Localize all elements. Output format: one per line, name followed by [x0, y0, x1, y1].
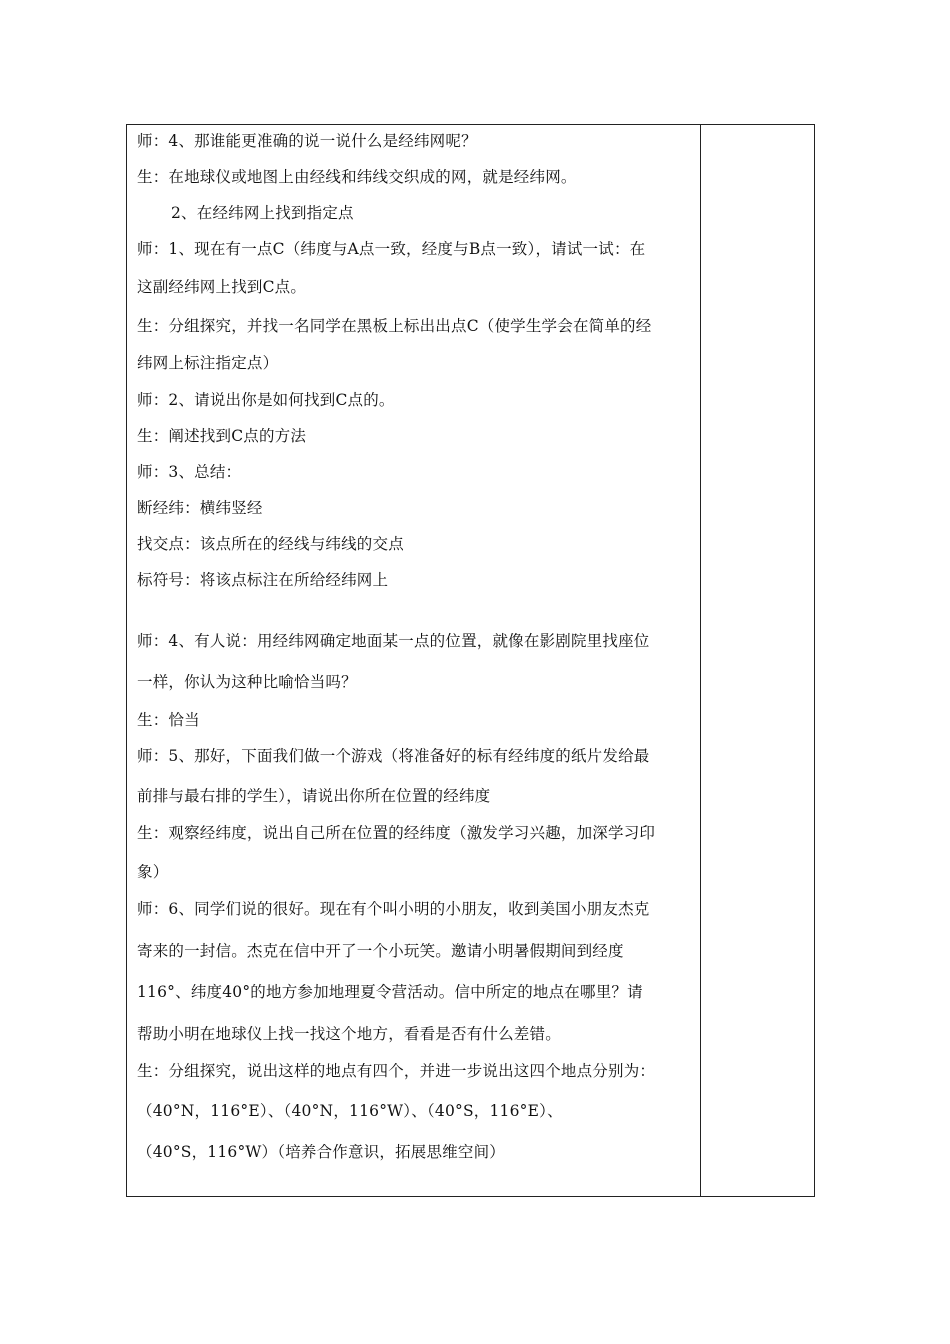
text-line: 象） [137, 863, 169, 881]
text-line: 断经纬：横纬竖经 [137, 499, 263, 517]
text-line: 生：分组探究，并找一名同学在黑板上标出出点C（使学生学会在简单的经 [137, 317, 652, 335]
text-line: （40°N，116°E）、（40°N，116°W）、（40°S，116°E）、 [137, 1102, 563, 1120]
text-line: 师：1、现在有一点C（纬度与A点一致，经度与B点一致），请试一试：在 [137, 240, 646, 258]
text-line: 生：分组探究，说出这样的地点有四个，并进一步说出这四个地点分别为： [137, 1062, 656, 1080]
text-line: 师：4、有人说：用经纬网确定地面某一点的位置，就像在影剧院里找座位 [137, 632, 650, 650]
text-line: 116°、纬度40°的地方参加地理夏令营活动。信中所定的地点在哪里？请 [137, 983, 643, 1001]
lesson-table [126, 124, 815, 1197]
text-line: 生：观察经纬度，说出自己所在位置的经纬度（激发学习兴趣，加深学习印 [137, 824, 656, 842]
text-line: 找交点：该点所在的经线与纬线的交点 [137, 535, 404, 553]
section-heading: 2、在经纬网上找到指定点 [171, 204, 354, 222]
text-line: 生：阐述找到C点的方法 [137, 427, 307, 445]
text-line: 师：3、总结： [137, 463, 242, 481]
text-line: 师：6、同学们说的很好。现在有个叫小明的小朋友，收到美国小朋友杰克 [137, 900, 650, 918]
text-line: 生：在地球仪或地图上由经线和纬线交织成的网，就是经纬网。 [137, 168, 577, 186]
text-line: 寄来的一封信。杰克在信中开了一个小玩笑。邀请小明暑假期间到经度 [137, 942, 624, 960]
text-line: 帮助小明在地球仪上找一找这个地方，看看是否有什么差错。 [137, 1025, 561, 1043]
text-line: 生：恰当 [137, 711, 200, 729]
text-line: 一样，你认为这种比喻恰当吗？ [137, 673, 357, 691]
text-line: （40°S，116°W）（培养合作意识，拓展思维空间） [137, 1143, 506, 1161]
column-divider [700, 125, 701, 1196]
text-line: 师：5、那好，下面我们做一个游戏（将准备好的标有经纬度的纸片发给最 [137, 747, 650, 765]
text-line: 标符号：将该点标注在所给经纬网上 [137, 571, 389, 589]
text-line: 师：2、请说出你是如何找到C点的。 [137, 391, 395, 409]
text-line: 纬网上标注指定点） [137, 354, 279, 372]
text-line: 师：4、那谁能更准确的说一说什么是经纬网呢？ [137, 132, 477, 150]
text-line: 前排与最右排的学生），请说出你所在位置的经纬度 [137, 787, 491, 805]
text-line: 这副经纬网上找到C点。 [137, 278, 307, 296]
